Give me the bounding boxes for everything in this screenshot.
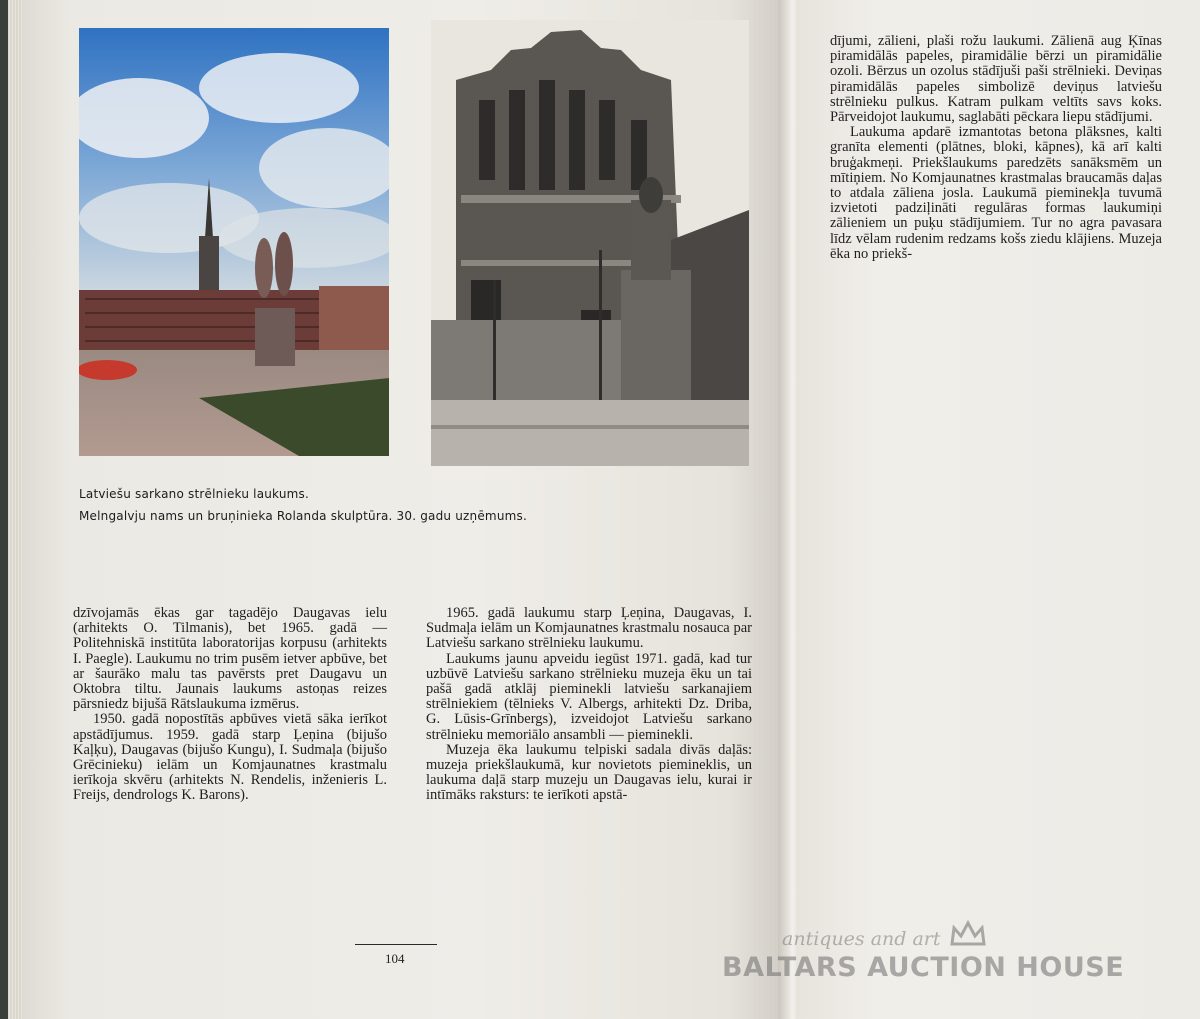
photo-riflemen-square: [79, 28, 389, 456]
page-number: 104: [385, 951, 405, 966]
caption-photo-1: Latviešu sarkano strēlnieku laukums.: [79, 487, 309, 501]
photo-blackheads-house: [431, 20, 749, 466]
middle-text-column: [426, 606, 752, 804]
page-number-rule: [355, 944, 437, 945]
caption-photo-2: Melngalvju nams un bruņinieka Rolanda skulptūra. 30. gadu uzņēmums.: [79, 509, 527, 523]
page-edges: [8, 0, 22, 1019]
paragraph: dzīvojamās ēkas gar tagadējo Daugavas ielu (arhitekts O. Tilmanis), bet 1965. gadā — Politehniskā institūta laboratorijas korpusu (arhitekts I. Paegle). Laukumu no trim pusēm ietver apbūve, bet ar šaurāko malu tas pavērsts pret Daugavu un Oktobra tiltu. Jaunais laukums astoņas reizes pārsniedz bijušā Rātslaukuma izmērus.: [73, 605, 387, 713]
paragraph: 1965. gadā laukumu starp Ļeņina, Daugavas, I. Sudmaļa ielām un Komjaunatnes krastmalu nosauca par Latviešu sarkano strēlnieku laukumu.: [426, 605, 752, 652]
photo-blackheads-house-image: [431, 20, 749, 466]
paragraph: dījumi, zālieni, plaši rožu laukumi. Zālienā aug Ķīnas piramidālās papeles, piramidālie bērzi un piramidālie ozoli. Bērzus un ozolus stādījuši paši strēlnieki. Deviņas piramidālās papeles simbolizē deviņus latviešu strēlnieku pulkus. Katram pulkam veltīts savs koks. Pārveidojot laukumu, saglabāti pēckara liepu stādījumi.: [830, 33, 1162, 126]
left-text-column: [73, 606, 387, 804]
paragraph: Laukuma apdarē izmantotas betona plāksnes, kalti granīta elementi (plātnes, bloki, kāpnes), kā arī kalti bruģakmeņi. Priekšlaukums paredzēts sanāksmēm un mītiņiem. No Komjaunatnes krastmalas braucamās daļas to atdala zāliena josla. Laukumā pieminekļa tuvumā izvietoti padziļināti regulāras formas laukumiņi zālieniem un puķu stādījumiem. Tur no agra pavasara līdz vēlam rudenim redzams košs ziedu klājiens. Muzeja ēka no priekš-: [830, 124, 1162, 262]
paragraph: 1950. gadā nopostītās apbūves vietā sāka ierīkot apstādījumus. 1959. gadā starp Ļeņina (bijušo Kaļķu), Daugavas (bijušo Kungu), I. Sudmaļa (bijušo Grēcinieku) ielām un Komjaunatnes krastmalu ierīkoja skvēru (arhitekts N. Rendelis, inženieris L. Freijs, dendrologs K. Barons).: [73, 711, 387, 804]
crown-icon: [950, 920, 986, 946]
photo-riflemen-square-image: [79, 28, 389, 456]
watermark-name: BALTARS AUCTION HOUSE: [722, 952, 1125, 983]
watermark: [722, 920, 1125, 990]
right-text-column: [830, 34, 1162, 262]
watermark-subtitle: antiques and art: [782, 928, 941, 950]
paragraph: Laukums jaunu apveidu iegūst 1971. gadā, kad tur uzbūvē Latviešu sarkano strēlnieku muzeja ēku un tai pašā gadā atklāj pieminekli latviešu sarkanajiem strēlniekiem (tēlnieks V. Albergs, arhitekti Dz. Driba, G. Lūsis-Grīnbergs), izveidojot Latviešu sarkano strēlnieku memoriālo ansambli — pieminekli.: [426, 650, 752, 743]
paragraph: Muzeja ēka laukumu telpiski sadala divās daļās: muzeja priekšlaukumā, kur novietots piemineklis, un laukuma daļā starp muzeju un Daugavas ielu, kurai ir intīmāks raksturs: te ierīkoti apstā-: [426, 741, 752, 804]
